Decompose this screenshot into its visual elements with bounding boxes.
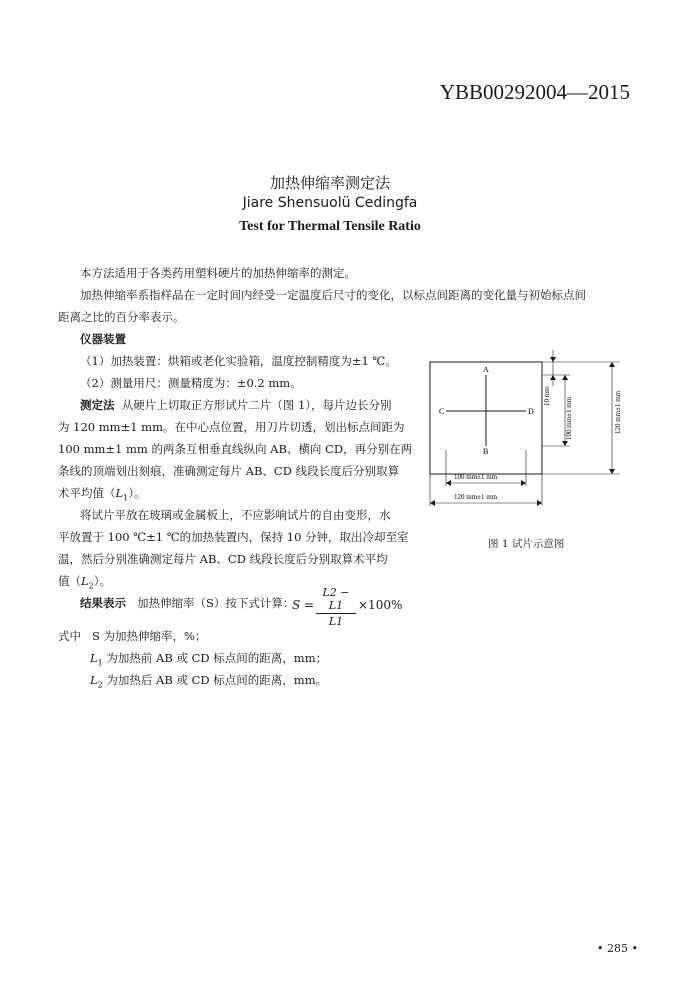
var-sub: 2 (97, 680, 103, 690)
method-line-1 (80, 397, 392, 413)
results-heading: 结果表示 (80, 596, 126, 610)
dim-100-vertical: 100 mm±1 mm (565, 396, 573, 440)
apparatus-heading: 仪器装置 (80, 332, 126, 346)
figure-caption: 图 1 试片示意图 (488, 538, 565, 550)
method-line-2: 为 120 mm±1 mm。在中心点位置，用刀片切透，划出标点间距为 (58, 420, 405, 434)
method-line-9 (58, 573, 111, 590)
var-sub: 1 (97, 658, 103, 668)
method-text-5-end: ）。 (128, 486, 146, 500)
intro-line-3: 距离之比的百分率表示。 (58, 310, 185, 324)
var-l: L (90, 651, 98, 665)
apparatus-item-1: （1）加热装置：烘箱或老化实验箱，温度控制精度为±1 ℃。 (80, 354, 397, 368)
method-line-8: 温，然后分别准确测定每片 AB、CD 线段长度后分别取算术平均 (58, 552, 388, 566)
formula-denominator: L1 (328, 615, 344, 628)
var-l: L (90, 673, 98, 687)
where-line-3 (90, 672, 327, 689)
where-line-2 (90, 650, 327, 667)
var-sub: 2 (88, 581, 94, 591)
label-b: B (483, 447, 489, 456)
formula (292, 586, 432, 638)
dim-100-horizontal: 100 mm±1 mm (454, 473, 498, 481)
var-l: L (115, 486, 124, 500)
method-line-6: 将试片平放在玻璃或金属板上，不应影响试片的自由变形，水 (80, 508, 391, 522)
method-heading: 测定法 (80, 398, 115, 412)
where-s: S 为加热伸缩率，%； (91, 629, 207, 643)
results-text: 加热伸缩率（S）按下式计算： (136, 596, 295, 610)
dim-10: 10 mm (543, 386, 551, 406)
method-line-3: 100 mm±1 mm 的两条互相垂直线纵向 AB、横向 CD，再分别在两 (58, 442, 413, 456)
method-line-5 (58, 485, 145, 502)
method-text-9: 值（ (58, 574, 81, 588)
var-l: L (81, 574, 89, 588)
dim-120-vertical: 120 mm±1 mm (614, 390, 622, 434)
label-c: C (439, 407, 445, 416)
figure-specimen (420, 350, 650, 520)
page-number: • 285 • (597, 942, 638, 955)
formula-lhs: S = (292, 598, 315, 612)
formula-rhs: ×100% (358, 598, 403, 612)
method-line-4: 条线的顶端划出刻痕，准确测定每片 AB、CD 线段长度后分别取算 (58, 464, 400, 478)
intro-line-2: 加热伸缩率系指样品在一定时间内经受一定温度后尺寸的变化，以标点间距离的变化量与初始标点间 (80, 288, 586, 302)
formula-numerator: L2 − L1 (316, 586, 356, 614)
title-pinyin: Jiare Shensuolü Cedingfa (242, 195, 418, 211)
method-line-7: 平放置于 100 ℃±1 ℃的加热装置内，保持 10 分钟，取出冷却至室 (58, 530, 409, 544)
method-text-9-end: ）。 (93, 574, 111, 588)
where-l1: 为加热前 AB 或 CD 标点间的距离，mm； (106, 651, 328, 665)
where-line-1 (58, 628, 206, 644)
var-sub: 1 (123, 493, 129, 503)
where-lead: 式中 (58, 629, 81, 643)
apparatus-item-2: （2）测量用尺：测量精度为：±0.2 mm。 (80, 376, 302, 390)
where-l2: 为加热后 AB 或 CD 标点间的距离，mm。 (106, 673, 328, 687)
label-a: A (483, 365, 489, 374)
method-text-1: 从硬片上切取正方形试片二片（图 1），每片边长分别 (121, 398, 392, 412)
dim-120-horizontal: 120 mm±1 mm (454, 493, 498, 501)
standard-number: YBB00292004—2015 (439, 80, 630, 104)
title-chinese: 加热伸缩率测定法 (269, 174, 390, 192)
intro-line-1: 本方法适用于各类药用塑料硬片的加热伸缩率的测定。 (80, 266, 356, 280)
label-d: D (528, 407, 534, 416)
method-text-5: 术平均值（ (58, 486, 116, 500)
title-english: Test for Thermal Tensile Ratio (239, 219, 421, 234)
results-line (80, 595, 294, 611)
